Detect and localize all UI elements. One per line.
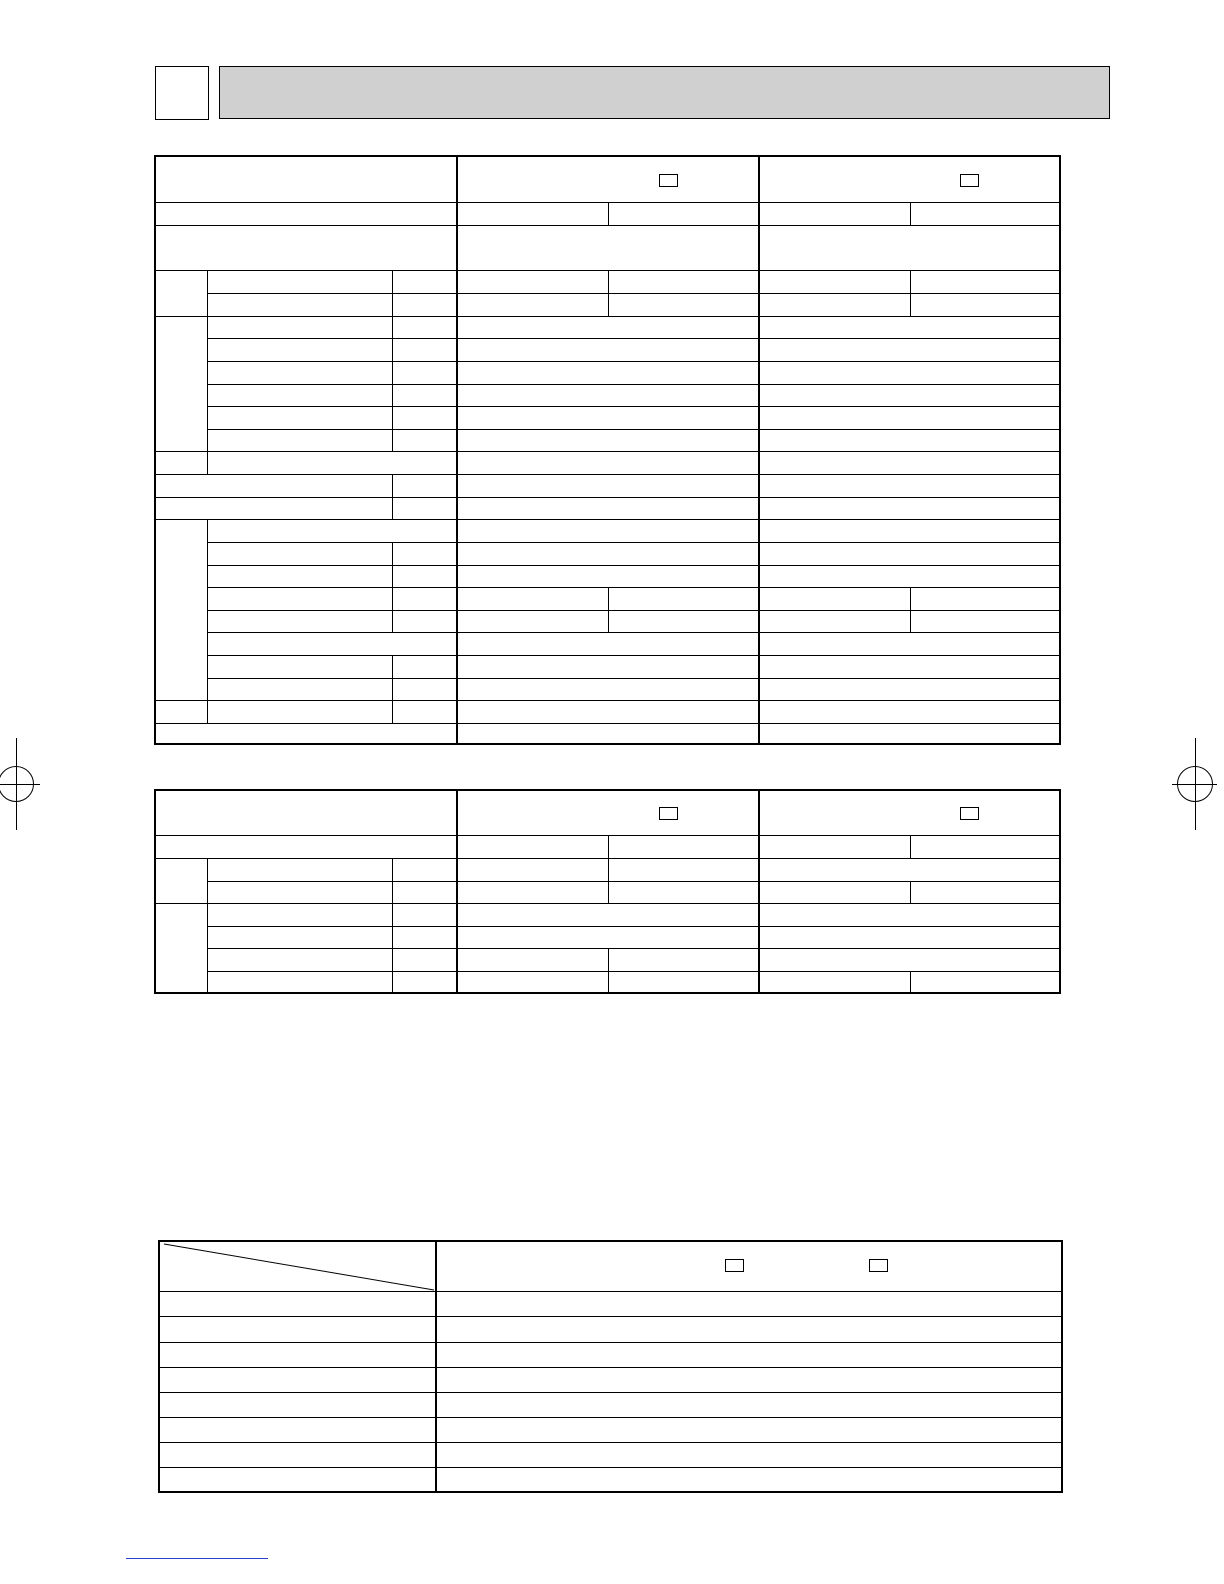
- parts-table: [158, 1240, 1063, 1493]
- spec-table-outdoor: [154, 789, 1061, 994]
- marker-2: [869, 1259, 888, 1272]
- model-b-marker: [960, 174, 979, 187]
- section-title-bar: [219, 66, 1110, 119]
- model-a-marker: [659, 174, 678, 187]
- spec-table-indoor: [154, 155, 1061, 745]
- model-b-marker: [960, 807, 979, 820]
- model-a-marker: [659, 807, 678, 820]
- header-diagonal: [160, 1242, 436, 1292]
- marker-1: [725, 1259, 744, 1272]
- footer-link-underline[interactable]: [126, 1558, 268, 1559]
- section-number-box: [155, 66, 209, 120]
